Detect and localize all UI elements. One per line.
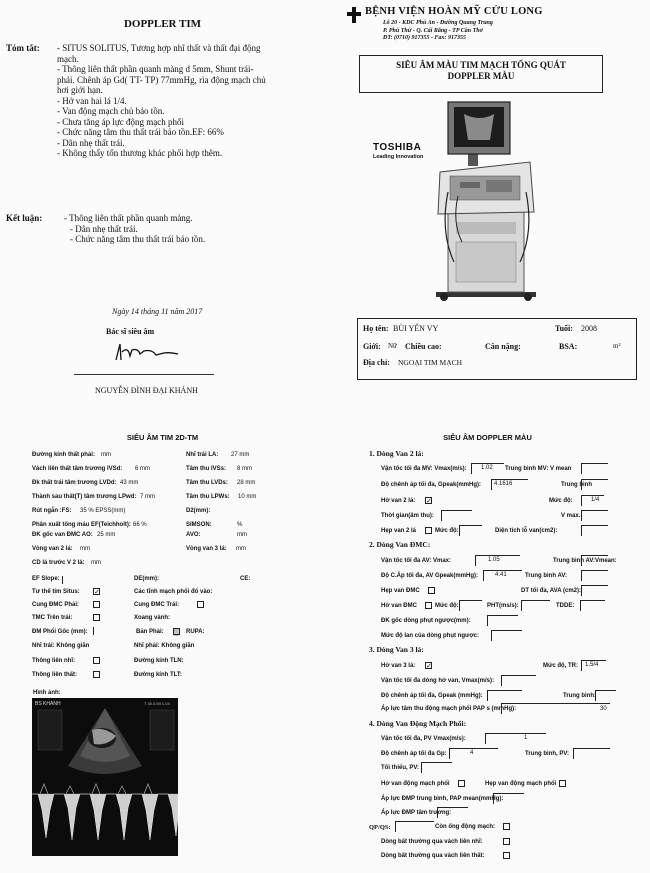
summary-line: - Thông liên thất phần quanh màng d 5mm, Shunt trái- xyxy=(57,64,254,74)
patient-weight-label: Cân nặng: xyxy=(485,342,521,351)
mpap-label: Áp lực ĐMP trung bình, PAP mean(mmHg): xyxy=(381,796,504,802)
summary-line: hơi giới hạn. xyxy=(57,85,103,95)
tricuspid-section-title: 3. Dòng Van 3 lá: xyxy=(369,645,424,654)
as-checkbox[interactable] xyxy=(428,587,435,594)
structure-label: RUPA: xyxy=(186,629,205,635)
value-box xyxy=(493,793,524,804)
value-box xyxy=(501,675,536,686)
mr-checkbox[interactable]: ✓ xyxy=(426,497,432,505)
mv-vmax-value: 1.02 xyxy=(481,465,493,471)
structure-label: Cung ĐMC Trái: xyxy=(134,602,179,608)
structure-label: Tư thế tim Situs: xyxy=(32,589,80,595)
address-line: Lô 20 - KDC Phú An - Đường Quang Trung xyxy=(383,20,493,26)
summary-line: - SITUS SOLITUS, Tương hợp nhĩ thất và thất đại động xyxy=(57,43,261,53)
value-box xyxy=(459,525,482,536)
value-box xyxy=(581,510,608,521)
summary-line: - Hở van hai lá 1/4. xyxy=(57,95,127,106)
value-box xyxy=(581,525,608,536)
patient-bsa-label: BSA: xyxy=(559,342,578,351)
measure-value: 35 % EPSS(mm) xyxy=(80,508,126,514)
color-doppler-page xyxy=(325,425,650,873)
value-box xyxy=(573,748,610,759)
pulmonary-section-title: 4. Dòng Van Động Mạch Phổi: xyxy=(369,719,467,728)
av-mean-label: Trung bình AV:Vmean: xyxy=(553,558,617,564)
mv-vmax-label: Vận tốc tối đa MV: Vmax(m/s): xyxy=(381,466,467,472)
measure-value: 8 mm xyxy=(237,466,252,472)
measure-value: % xyxy=(237,522,243,528)
patient-address: NGOẠI TIM MẠCH xyxy=(398,358,463,367)
patient-sex: Nữ xyxy=(388,342,397,350)
summary-line: - Dãn nhẹ thất trái. xyxy=(57,137,125,148)
pv-min-label: Tối thiểu, PV: xyxy=(381,765,420,771)
report-cover-page xyxy=(325,0,650,425)
atrial-shunt-label: Dòng bất thường qua vách liên nhĩ: xyxy=(381,839,483,845)
ar-label: Hở van ĐMC xyxy=(381,603,417,609)
value-box xyxy=(581,555,608,566)
measure-value: 28 mm xyxy=(237,480,256,486)
structure-label: CE: xyxy=(240,576,251,582)
atrial-shunt-checkbox[interactable] xyxy=(503,838,510,845)
measure-label: Tâm thu IVSs: xyxy=(186,466,227,472)
structure-label: Đường kính TLT: xyxy=(134,672,182,678)
tdde-label: TDDE: xyxy=(556,603,575,609)
value-box xyxy=(441,510,472,521)
value-box xyxy=(421,762,452,773)
branch-checkbox[interactable]: ▒ xyxy=(174,628,179,636)
pda-label: Còn ống động mạch: xyxy=(435,824,495,830)
tr-gpeak-label: Độ chênh áp tối đa, Gpeak (mmHg): xyxy=(381,693,483,699)
summary-text xyxy=(57,43,322,159)
value-box xyxy=(521,600,550,611)
value-box xyxy=(93,627,119,635)
doctor-role: Bác sĩ siêu âm xyxy=(106,327,155,336)
time-label: Thời gian(âm thu): xyxy=(381,513,434,519)
left-arch-checkbox[interactable] xyxy=(197,601,204,608)
measure-value: 43 mm xyxy=(120,480,139,486)
ms-grade-label: Mức độ: xyxy=(435,528,459,534)
image-params-text: T 30.4 MI 1.04 xyxy=(144,701,170,706)
measure-label: Đường kính thất phải: xyxy=(32,452,95,458)
measure-label: CD lá trước V 2 lá: xyxy=(32,560,85,566)
pr-checkbox[interactable] xyxy=(458,780,465,787)
patient-age-label: Tuổi: xyxy=(555,324,573,333)
measure-value: 7 mm xyxy=(140,494,155,500)
measure-label: Đk thất trái tâm trương LVDd: xyxy=(32,480,117,486)
summary-line: - Chưa tăng áp lực động mạch phổi xyxy=(57,116,184,127)
value-box xyxy=(437,807,468,818)
mr-label: Hở van 2 lá: xyxy=(381,498,416,504)
pr-label: Hở van động mạch phổi xyxy=(381,781,450,787)
conclusion-line: - Thông liên thất phần quanh màng. xyxy=(64,213,193,223)
mr-grade-label: Mức độ: xyxy=(549,498,573,504)
conclusion-line: - Dãn nhẹ thất trái. xyxy=(70,223,138,234)
mitral-section-title: 1. Dòng Van 2 lá: xyxy=(369,449,424,458)
aortic-section-title: 2. Dòng Van ĐMC: xyxy=(369,540,431,549)
ps-checkbox[interactable] xyxy=(559,780,566,787)
page-title: DOPPLER TIM xyxy=(123,18,202,30)
measure-label: Phân xuất tống máu EF(Teichholt): xyxy=(32,522,131,528)
pv-vmax-label: Vận tốc tối đa, PV Vmax(m/s): xyxy=(381,736,466,742)
patient-sex-label: Giới: xyxy=(363,342,381,351)
structure-label: TMC Trên trái: xyxy=(32,615,73,621)
doppler-summary-page xyxy=(0,0,325,425)
doctor-name: NGUYỄN ĐÌNH ĐẠI KHÁNH xyxy=(95,386,198,395)
ar-jet-width-label: ĐK gốc dòng phụt ngược(mm): xyxy=(381,618,471,624)
av-mean-gradient-label: Trung bình AV: xyxy=(525,573,567,579)
tr-checkbox[interactable]: ✓ xyxy=(426,662,432,670)
situs-checkbox[interactable]: ✓ xyxy=(94,588,100,596)
measure-value: 66 % xyxy=(133,522,147,528)
report-date: Ngày 14 tháng 11 năm 2017 xyxy=(112,307,203,316)
structure-label: Bản Phải: xyxy=(136,629,164,635)
mv-gpeak-value: 4.1616 xyxy=(494,481,513,487)
measure-label: Vách liên thất tâm trương IVSd: xyxy=(32,466,123,472)
ar-jet-extent-label: Mức độ lan của dòng phụt ngược: xyxy=(381,633,479,639)
address-line: P. Phú Thứ - Q. Cái Răng - TP Cần Thơ xyxy=(383,27,483,34)
measure-value: mm xyxy=(236,546,246,552)
conclusion-text xyxy=(64,213,205,245)
patient-bsa-unit: m² xyxy=(613,342,621,350)
patient-name-label: Họ tên: xyxy=(363,324,389,333)
value-box xyxy=(487,615,518,626)
patient-height-label: Chiều cao: xyxy=(405,342,442,351)
report-subtitle: DOPPLER MÀU xyxy=(447,71,515,81)
conclusion-line: - Chức năng tâm thu thất trái bảo tồn. xyxy=(70,234,206,244)
conclusion-label: Kết luận: xyxy=(6,213,43,223)
summary-line: - Chức năng tâm thu thất trái bảo tồn.EF: 66% xyxy=(57,127,224,137)
measure-label: SIMSON: xyxy=(186,522,212,528)
brand-logo: TOSHIBA xyxy=(373,142,422,153)
report-title: SIÊU ÂM MÀU TIM MẠCH TỔNG QUÁT xyxy=(396,60,566,70)
pv-gp-label: Độ chênh áp tối đa Gp: xyxy=(381,751,447,757)
pv-gp-value: 4 xyxy=(470,750,474,756)
mr-grade-value: 1/4 xyxy=(591,497,600,503)
mva-label: Diện tích lỗ van(cm2): xyxy=(495,528,558,534)
ms-label: Hẹp van 2 lá xyxy=(381,528,417,534)
tr-vmax-label: Vận tốc tối đa dòng hở van, Vmax(m/s): xyxy=(381,678,494,684)
measure-value: mm xyxy=(101,452,111,458)
av-vmax-value: 1.05 xyxy=(488,557,500,563)
hospital-name: BỆNH VIỆN HOÀN MỸ CỬU LONG xyxy=(365,6,543,17)
structure-label: Xoang vành: xyxy=(134,615,171,621)
echo-2d-tm-page xyxy=(0,425,325,873)
summary-line: phải. Chênh áp Gd( TT- TP) 77mmHg, rìa động mạch chủ xyxy=(57,74,266,85)
measure-value: mm xyxy=(237,532,247,538)
pda-checkbox[interactable] xyxy=(503,823,510,830)
pv-mean-label: Trung bình, PV: xyxy=(525,751,569,757)
av-gpeak-label: Độ C.Áp tối đa, AV Gpeak(mmHg): xyxy=(381,573,479,579)
value-box xyxy=(459,600,482,611)
measure-label: Vòng van 2 lá: xyxy=(32,546,73,552)
tr-mean-label: Trung bình: xyxy=(563,693,596,699)
section-title: SIÊU ÂM DOPPLER MÀU xyxy=(443,433,532,442)
pa-diastolic-label: Áp lực ĐMP tâm trương: xyxy=(381,810,452,816)
brand-tagline: Leading Innovation xyxy=(373,154,424,160)
structure-label: Thông liên thất: xyxy=(32,672,77,678)
ms-checkbox[interactable] xyxy=(425,527,432,534)
value-box xyxy=(581,479,608,490)
asd-checkbox[interactable] xyxy=(93,657,100,664)
measure-label: Thành sau thất(T) tâm trương LPwd: xyxy=(32,494,137,500)
pht-label: PHT(ms/s): xyxy=(487,603,519,609)
measure-label: Vòng van 3 lá: xyxy=(186,546,227,552)
value-box xyxy=(395,821,434,832)
measure-label: AVO: xyxy=(186,532,201,538)
doppler-ultrasound-image xyxy=(32,698,178,856)
measure-label: Tâm thu LPWs: xyxy=(186,494,230,500)
ventricular-shunt-checkbox[interactable] xyxy=(503,852,510,859)
ar-grade-label: Mức độ: xyxy=(435,603,459,609)
ps-label: Hẹp van động mạch phổi xyxy=(485,781,557,787)
patient-name: BÙI YẾN VY xyxy=(393,324,439,333)
value-box xyxy=(581,463,608,474)
measure-label: ĐK gốc van ĐMC AO: xyxy=(32,532,93,538)
value-box xyxy=(485,733,546,744)
mv-mean-gradient-label: Trung bình xyxy=(561,482,592,488)
pv-vmax-value: 1 xyxy=(524,735,528,741)
ar-checkbox[interactable] xyxy=(425,602,432,609)
pasp-label: Áp lực tâm thu động mạch phổi PAP s (mmHg): xyxy=(381,706,517,712)
tr-grade-label: Mức độ, TR: xyxy=(543,663,579,669)
vsd-checkbox[interactable] xyxy=(93,671,100,678)
patient-address-label: Địa chỉ: xyxy=(363,358,390,367)
tr-grade-value: 1.5/4 xyxy=(585,662,599,668)
value-box xyxy=(581,585,608,596)
structure-label: Nhĩ trái: Không giãn xyxy=(32,643,90,649)
value-box xyxy=(491,630,522,641)
mv-mean-label: Trung bình MV: V mean xyxy=(505,466,572,472)
measure-value: mm xyxy=(80,546,90,552)
image-header-text: BS KHANH xyxy=(35,701,61,707)
doctor-signature xyxy=(108,338,188,364)
ultrasound-machine-image xyxy=(430,92,542,302)
structure-label: EF Slope: xyxy=(32,576,60,582)
tr-label: Hở van 3 lá: xyxy=(381,663,416,669)
left-svc-checkbox[interactable] xyxy=(93,614,100,621)
structure-label: Đường kính TLN: xyxy=(134,658,184,664)
report-title-box xyxy=(359,55,603,93)
measure-label: Rút ngắn :FS: xyxy=(32,508,72,514)
structure-label: Các tĩnh mạch phổi đổ vào: xyxy=(134,589,213,595)
structure-label: Thông liên nhĩ: xyxy=(32,658,75,664)
measure-label: Nhĩ trái LA: xyxy=(186,452,219,458)
summary-label: Tóm tắt: xyxy=(6,43,40,53)
vmax-label: V max. xyxy=(561,513,581,519)
section-title: SIÊU ÂM TIM 2D-TM xyxy=(126,433,199,442)
measure-label: D2(mm): xyxy=(186,508,211,514)
as-label: Hẹp van ĐMC xyxy=(381,588,420,594)
value-box xyxy=(580,600,605,611)
patient-age: 2008 xyxy=(581,324,597,333)
value-box xyxy=(487,690,522,701)
mv-gpeak-label: Độ chênh áp tối đa, Gpeak(mmHg): xyxy=(381,482,482,488)
measure-value: 6 mm xyxy=(135,466,150,472)
summary-line: mạch. xyxy=(57,53,79,64)
qp-qs-label: QP/QS: xyxy=(369,824,391,831)
measure-value: 27 mm xyxy=(231,452,250,458)
summary-line: - Không thấy tổn thương khác phối hợp thêm. xyxy=(57,148,223,158)
measure-value: 25 mm xyxy=(97,532,116,538)
structure-label: DE(mm): xyxy=(134,576,159,582)
value-box xyxy=(449,748,498,759)
value-box xyxy=(62,576,122,584)
structure-label: Nhĩ phải: Không giãn xyxy=(134,643,195,649)
hospital-address xyxy=(383,20,493,43)
structure-label: Cung ĐMC Phải: xyxy=(32,602,79,608)
address-line: ĐT: (0710) 917355 - Fax: 917355 xyxy=(383,35,467,41)
av-vmax-label: Vận tốc tối đa AV: Vmax: xyxy=(381,558,452,564)
structure-label: ĐM Phổi Gốc (mm): xyxy=(32,629,88,635)
image-label: Hình ảnh: xyxy=(33,690,61,696)
ava-label: DT tối đa, AVA (cm2): xyxy=(521,588,581,594)
measure-value: mm xyxy=(91,560,101,566)
value-box xyxy=(501,703,610,714)
summary-line: - Van động mạch chủ bảo tồn. xyxy=(57,106,165,116)
ventricular-shunt-label: Dòng bất thường qua vách liên thất: xyxy=(381,853,485,859)
hospital-cross-icon xyxy=(346,6,362,24)
value-box xyxy=(595,690,616,701)
pasp-value: 30 xyxy=(600,706,607,712)
av-gpeak-value: 4.41 xyxy=(495,572,507,578)
measure-value: 10 mm xyxy=(238,494,257,500)
value-box xyxy=(581,570,608,581)
right-arch-checkbox[interactable] xyxy=(93,601,100,608)
signature-line xyxy=(74,374,214,375)
measure-label: Tâm thu LVDs: xyxy=(186,480,228,486)
